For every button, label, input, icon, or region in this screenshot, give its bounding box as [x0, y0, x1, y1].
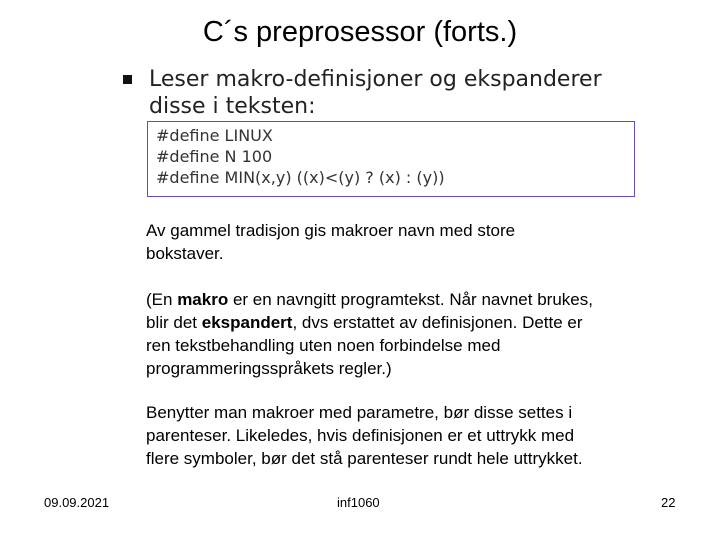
paragraph-line: Benytter man makroer med parametre, bør disse settes i	[146, 403, 573, 422]
paragraph-line: flere symboler, bør det stå parenteser rundt hele uttrykket.	[146, 449, 583, 468]
bullet-text	[149, 66, 669, 120]
text-span: blir det	[146, 313, 202, 332]
paragraph-naming-tradition	[146, 219, 686, 265]
text-span: er en navngitt programtekst. Når navnet brukes,	[228, 290, 593, 309]
bullet-square-icon	[123, 75, 132, 84]
code-line-1: #define LINUX	[156, 126, 273, 145]
paragraph-line: bokstaver.	[146, 244, 224, 263]
code-line-3: #define MIN(x,y) ((x)<(y) ? (x) : (y))	[156, 168, 445, 187]
paragraph-line	[146, 311, 686, 334]
slide-title: C´s preprosessor (forts.)	[202, 16, 518, 48]
paragraph-macro-definition	[146, 288, 686, 380]
footer-page-number: 22	[661, 495, 676, 510]
bold-term-makro: makro	[177, 290, 229, 309]
code-line-2: #define N 100	[156, 147, 273, 166]
text-span: (En	[146, 290, 178, 309]
paragraph-line: programmeringsspråkets regler.)	[146, 359, 392, 378]
footer-course: inf1060	[337, 495, 380, 510]
paragraph-line: ren tekstbehandling uten noen forbindelse med	[146, 336, 501, 355]
bold-term-ekspandert: ekspandert	[201, 313, 293, 332]
paragraph-parentheses-advice	[146, 401, 686, 470]
paragraph-line: Av gammel tradisjon gis makroer navn med store	[146, 221, 516, 240]
footer-date: 09.09.2021	[44, 495, 110, 510]
bullet-line-1: Leser makro-definisjoner og ekspanderer	[149, 67, 602, 92]
paragraph-line	[146, 288, 686, 311]
bullet-line-2: disse i teksten:	[149, 94, 316, 119]
text-span: , dvs erstattet av definisjonen. Dette er	[292, 313, 583, 332]
paragraph-line: parenteser. Likeledes, hvis definisjonen er et uttrykk med	[146, 426, 575, 445]
code-box	[147, 121, 635, 197]
